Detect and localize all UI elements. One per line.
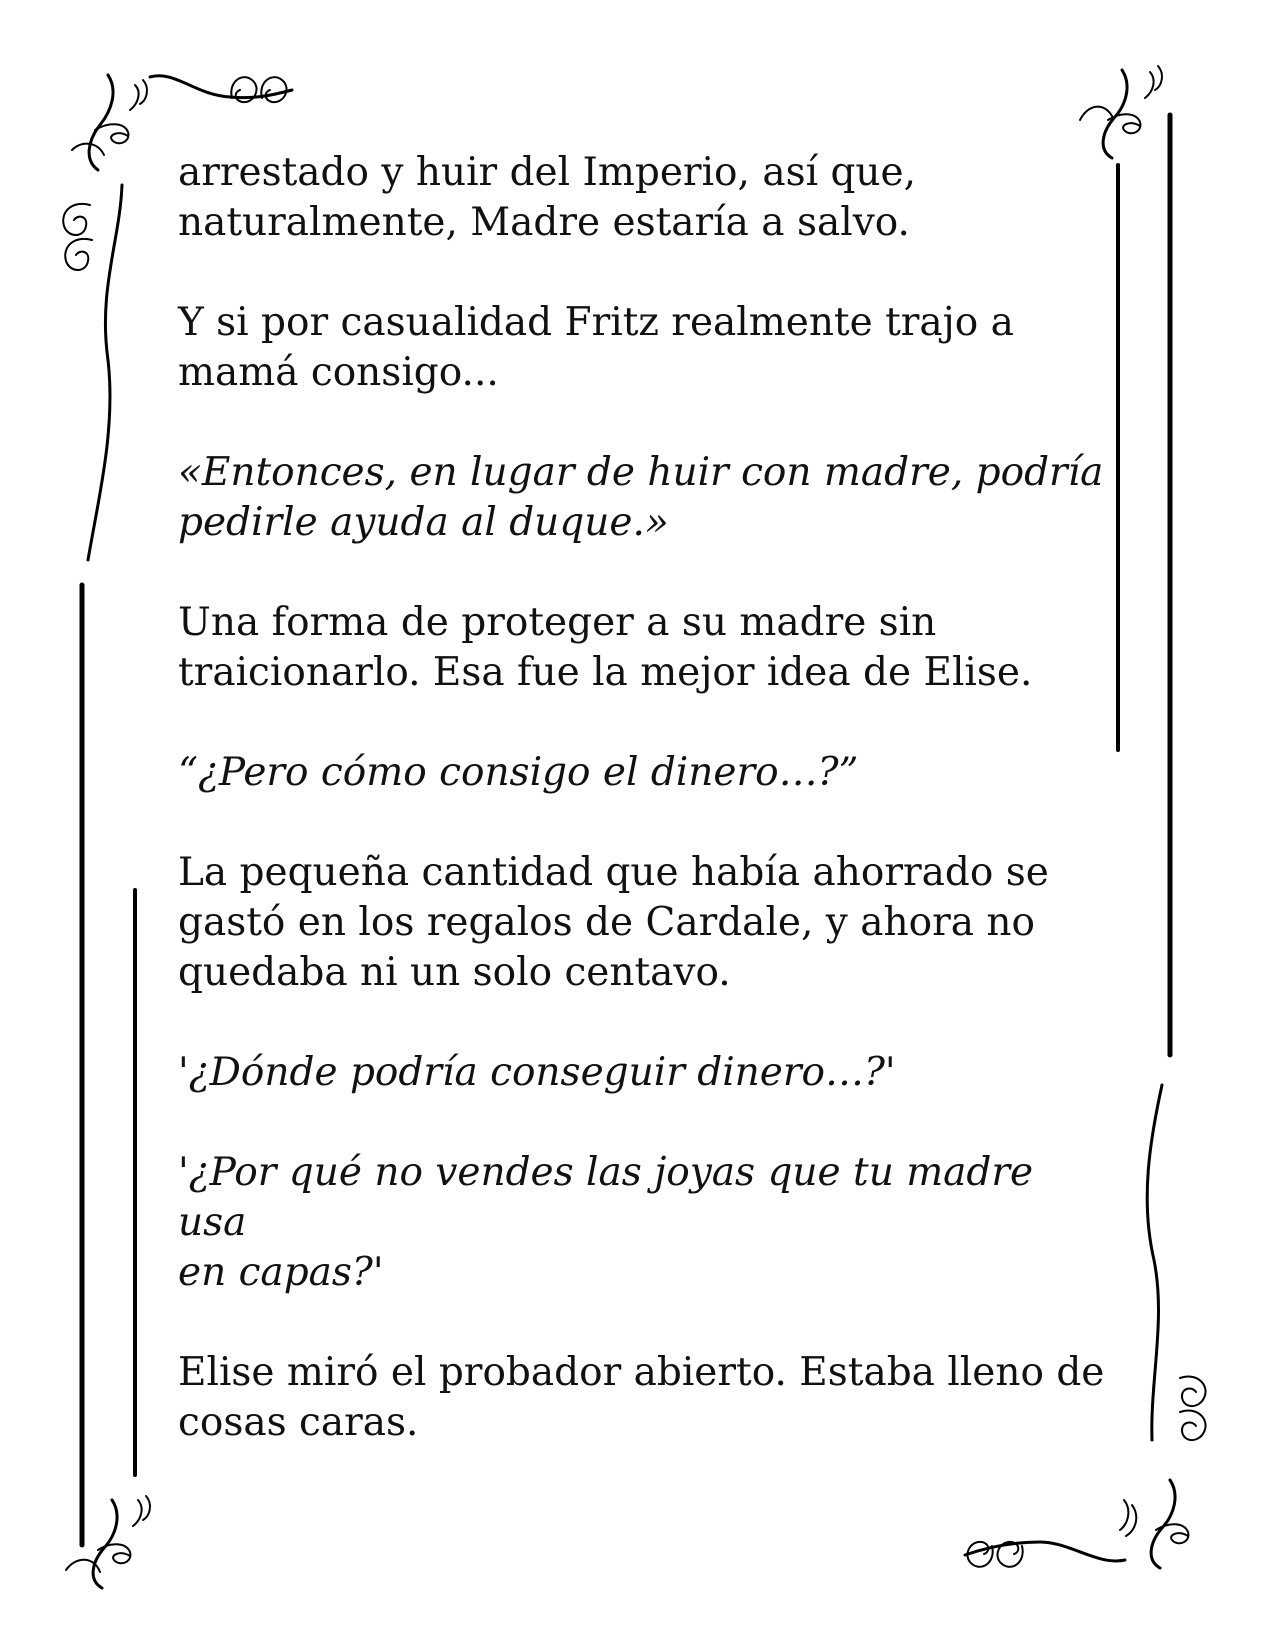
paragraph-1: arrestado y huir del Imperio, así que, naturalmente, Madre estaría a salvo.	[178, 150, 917, 245]
paragraph-8-thought: '¿Por qué no vendes las joyas que tu madre usa en capas?'	[178, 1150, 1034, 1295]
top-right-flourish	[1080, 66, 1162, 158]
bottom-left-flourish	[66, 1496, 150, 1588]
paragraph-6: La pequeña cantidad que había ahorrado se gastó en los regalos de Cardale, y ahora no quedaba ni un solo centavo.	[178, 850, 1049, 995]
paragraph-9: Elise miró el probador abierto. Estaba lleno de cosas caras.	[178, 1350, 1105, 1445]
paragraph-2: Y si por casualidad Fritz realmente trajo a mamá consigo...	[178, 300, 1014, 395]
paragraph-7-thought: '¿Dónde podría conseguir dinero…?'	[178, 1050, 896, 1095]
paragraph-5-dialogue: “¿Pero cómo consigo el dinero…?”	[178, 750, 859, 795]
paragraph-3-thought: «Entonces, en lugar de huir con madre, podría pedirle ayuda al duque.»	[178, 450, 1104, 545]
paragraph-4: Una forma de proteger a su madre sin traicionarlo. Esa fue la mejor idea de Elise.	[178, 600, 1033, 695]
text-column	[178, 148, 1108, 1498]
